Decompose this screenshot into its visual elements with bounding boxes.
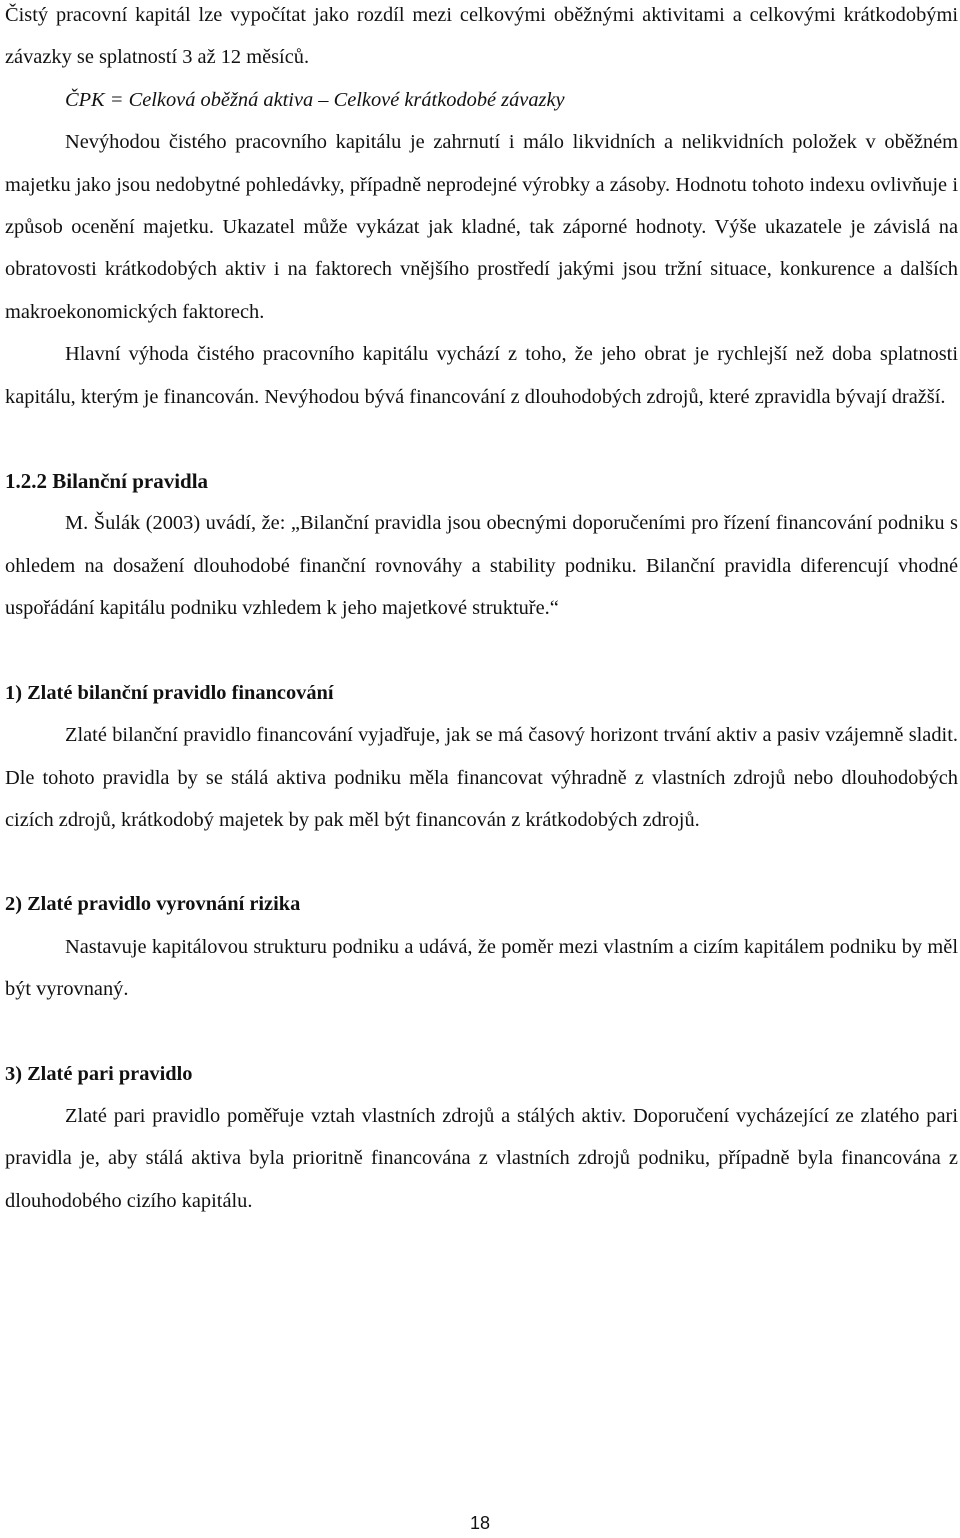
section-heading-balance-rules: 1.2.2 Bilanční pravidla (5, 469, 209, 494)
formula-working-capital: ČPK = Celková oběžná aktiva – Celkové krátkodobé závazky (65, 88, 565, 111)
rule-text-1: Zlaté bilanční pravidlo financování vyjadřuje, jak se má časový horizont trvání aktiv a pasiv vzájemně sladit. Dle tohoto pravidla by se stálá aktiva podniku měla financovat výhradně z vlastních zdrojů nebo dlouhodobých cizích zdrojů, krátkodobý majetek by pak měl být financován z krátkodobých zdrojů. (5, 724, 958, 831)
paragraph-disadvantages: Nevýhodou čistého pracovního kapitálu je zahrnutí i málo likvidních a nelikvidních položek v oběžném majetku jako jsou nedobytné pohledávky, případně neprodejné výrobky a zásoby. Hodnotu tohoto indexu ovlivňuje i způsob ocenění majetku. Ukazatel může vykázat jak kladné, tak záporné hodnoty. Výše ukazatele je závislá na obratovosti krátkodobých aktiv i na faktorech vnějšího prostředí jakými jsou tržní situace, konkurence a dalších makroekonomických faktorech. (5, 131, 958, 323)
rule-text-3: Zlaté pari pravidlo poměřuje vztah vlastních zdrojů a stálých aktiv. Doporučení vycházející ze zlatého pari pravidla je, aby stálá aktiva byla prioritně financována z vlastních zdrojů podniku, případně byla financována z dlouhodobého cizího kapitálu. (5, 1104, 958, 1212)
paragraph-working-capital-definition: Čistý pracovní kapitál lze vypočítat jako rozdíl mezi celkovými oběžnými aktivitami a celkovými krátkodobými závazky se splatností 3 až 12 měsíců. (5, 4, 958, 69)
paragraph-advantages: Hlavní výhoda čistého pracovního kapitálu vychází z toho, že jeho obrat je rychlejší než doba splatnosti kapitálu, kterým je financován. Nevýhodou bývá financování z dlouhodobých zdrojů, které zpravidla bývají dražší. (5, 343, 958, 408)
rule-heading-3: 3) Zlaté pari pravidlo (5, 1062, 193, 1085)
rule-text-2: Nastavuje kapitálovou strukturu podniku a udává, že poměr mezi vlastním a cizím kapitálem podniku by měl být vyrovnaný. (5, 935, 958, 1001)
rule-heading-2: 2) Zlaté pravidlo vyrovnání rizika (5, 893, 301, 916)
rule-heading-1: 1) Zlaté bilanční pravidlo financování (5, 681, 334, 704)
page-number: 18 (469, 1513, 491, 1533)
paragraph-balance-rules-quote: M. Šulák (2003) uvádí, že: „Bilanční pravidla jsou obecnými doporučeními pro řízení financování podniku s ohledem na dosažení dlouhodobé finanční rovnováhy a stability podniku. Bilanční pravidla diferencují vhodné uspořádání kapitálu podniku vzhledem k jeho majetkové struktuře.“ (5, 512, 958, 620)
document-page (5, 0, 958, 1222)
